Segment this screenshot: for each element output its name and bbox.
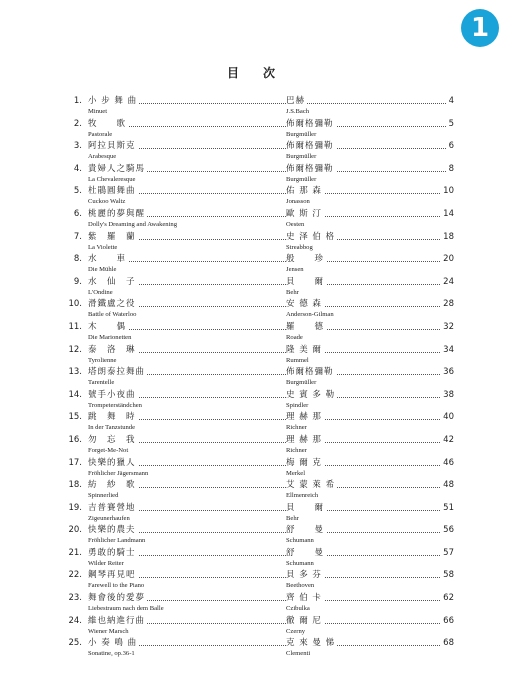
entry-title-original: Wilder Reiter	[88, 559, 124, 567]
dot-leader	[88, 306, 446, 307]
entry-composer-original: Behr	[286, 514, 299, 522]
entry-composer-original: Schumann	[286, 559, 314, 567]
entry-composer-chinese: 佈爾格彌勒	[286, 367, 334, 378]
entry-title-original: Zigeunerhaufen	[88, 514, 130, 522]
entry-number: 2.	[73, 118, 82, 129]
entry-title-original: L'Ondine	[88, 288, 113, 296]
entry-page-number: 38	[443, 389, 454, 400]
entry-title-chinese: 阿拉貝斯克	[88, 141, 136, 152]
entry-title-chinese: 水 車	[88, 254, 127, 265]
dot-leader	[88, 577, 446, 578]
entry-title-chinese: 跳 舞 時	[88, 412, 136, 423]
entry-title-original: Fröhlicher Jägersmann	[88, 469, 149, 477]
entry-composer-original: Burgmüller	[286, 130, 317, 138]
entry-page-number: 34	[443, 344, 454, 355]
entry-title-chinese: 小 奏 鳴 曲	[88, 638, 138, 649]
toc-entry[interactable]	[66, 119, 454, 142]
entry-composer-original: J.S.Bach	[286, 108, 310, 115]
dot-leader	[88, 645, 446, 646]
toc-entry[interactable]	[66, 525, 454, 548]
toc-entry[interactable]	[66, 593, 454, 616]
entry-number: 19.	[68, 502, 82, 513]
entry-number: 17.	[68, 457, 82, 468]
entry-composer-chinese: 貝 爾	[286, 502, 325, 513]
entry-number: 16.	[68, 434, 82, 445]
entry-page-number: 24	[443, 276, 454, 287]
entry-title-chinese: 鋼琴再見吧	[88, 570, 136, 581]
toc-entry[interactable]	[66, 186, 454, 209]
toc-entry[interactable]	[66, 277, 454, 300]
entry-title-original: Wiener Marsch	[88, 627, 129, 635]
entry-title-original: La Chevaleresque	[88, 175, 136, 183]
dot-leader	[88, 103, 446, 104]
entry-composer-chinese: 梅 爾 克	[286, 457, 322, 468]
entry-number: 24.	[68, 615, 82, 626]
entry-composer-chinese: 克 來 曼 悌	[286, 638, 336, 649]
entry-composer-chinese: 舒 曼	[286, 525, 325, 536]
toc-entry[interactable]	[66, 141, 454, 164]
entry-composer-original: Rummel	[286, 356, 309, 364]
entry-title-chinese: 快樂的獵人	[88, 457, 136, 468]
toc-entry[interactable]	[66, 638, 454, 661]
entry-composer-chinese: 艾 蒙 萊 希	[286, 480, 336, 491]
entry-number: 6.	[73, 208, 82, 219]
entry-title-original: Tarentelle	[88, 379, 115, 387]
entry-composer-original: Czibulka	[286, 605, 310, 613]
entry-title-chinese: 舞會後的愛夢	[88, 593, 146, 604]
entry-composer-original: Jensen	[286, 266, 304, 274]
dot-leader	[88, 329, 446, 330]
page-number-badge: 1	[461, 9, 499, 47]
entry-composer-chinese: 徹 爾 尼	[286, 615, 322, 626]
toc-entry[interactable]	[66, 209, 454, 232]
entry-composer-original: Spindler	[286, 401, 309, 409]
dot-leader	[88, 487, 446, 488]
entry-composer-chinese: 舒 曼	[286, 547, 325, 558]
page-title: 目 次	[226, 66, 281, 80]
entry-title-original: Minuet	[88, 108, 108, 115]
entry-title-original: Dolly's Dreaming and Awakening	[88, 220, 178, 228]
dot-leader	[88, 193, 446, 194]
entry-title-chinese: 木 偶	[88, 321, 127, 332]
entry-title-original: Sonatine, op.36-1	[88, 650, 135, 658]
entry-page-number: 10	[443, 186, 454, 197]
toc-entry[interactable]	[66, 570, 454, 593]
entry-title-original: Pastorale	[88, 130, 113, 138]
entry-title-chinese: 塔朗泰拉舞曲	[88, 367, 146, 378]
entry-title-chinese: 勇敢的騎士	[88, 547, 136, 558]
toc-entry[interactable]	[66, 254, 454, 277]
entry-page-number: 57	[443, 547, 454, 558]
entry-title-chinese: 杜鵑圓舞曲	[88, 186, 136, 197]
dot-leader	[88, 284, 446, 285]
entry-page-number: 5	[448, 118, 454, 129]
entry-title-original: Spinnerlied	[88, 492, 119, 500]
entry-composer-chinese: 隆 美 爾	[286, 344, 322, 355]
entry-page-number: 14	[443, 208, 454, 219]
entry-page-number: 46	[443, 457, 454, 468]
entry-page-number: 32	[443, 321, 454, 332]
entry-number: 10.	[68, 299, 82, 310]
toc-entry[interactable]	[66, 322, 454, 345]
entry-composer-chinese: 史 泽 伯 格	[286, 231, 336, 242]
entry-title-chinese: 泰 洛 琳	[88, 344, 136, 355]
entry-composer-original: Richner	[286, 446, 307, 454]
entry-page-number: 62	[443, 593, 454, 604]
entry-page-number: 4	[448, 96, 454, 106]
toc-entry[interactable]	[66, 232, 454, 255]
entry-composer-original: Burgmüller	[286, 153, 317, 161]
entry-number: 13.	[68, 367, 82, 378]
entry-composer-original: Richner	[286, 424, 307, 432]
entry-composer-chinese: 理 赫 那	[286, 412, 322, 423]
dot-leader	[88, 510, 446, 511]
entry-composer-chinese: 巴赫	[286, 96, 306, 106]
entry-composer-original: Anderson-Gilman	[286, 311, 334, 319]
entry-composer-original: Burgmüller	[286, 175, 317, 183]
entry-composer-original: Streabbog	[286, 243, 313, 251]
entry-number: 21.	[68, 547, 82, 558]
entry-composer-chinese: 般 珍	[286, 254, 325, 265]
entry-composer-chinese: 貝 多 芬	[286, 570, 322, 581]
toc-entry[interactable]	[66, 480, 454, 503]
toc-entry[interactable]	[66, 390, 454, 413]
entry-number: 9.	[73, 276, 82, 287]
toc-entry[interactable]	[66, 458, 454, 481]
entry-composer-chinese: 佈爾格彌勒	[286, 118, 334, 129]
entry-number: 4.	[73, 163, 82, 174]
dot-leader	[88, 397, 446, 398]
entry-number: 8.	[73, 254, 82, 265]
dot-leader	[88, 442, 446, 443]
entry-title-original: Farewell to the Piano	[88, 582, 145, 590]
entry-title-original: In der Tanzstunde	[88, 424, 136, 432]
toc-entry[interactable]	[66, 503, 454, 526]
dot-leader	[88, 532, 446, 533]
entry-composer-chinese: 佈爾格彌勒	[286, 163, 334, 174]
entry-title-chinese: 勿 忘 我	[88, 434, 136, 445]
entry-title-chinese: 紡 紗 歌	[88, 480, 136, 491]
entry-title-original: Die Marionetten	[88, 333, 132, 341]
entry-page-number: 40	[443, 412, 454, 423]
entry-page-number: 51	[443, 502, 454, 513]
entry-title-chinese: 牧 歌	[88, 118, 127, 129]
toc-entry[interactable]	[66, 345, 454, 368]
entry-composer-original: Clementi	[286, 650, 311, 658]
dot-leader	[88, 555, 446, 556]
entry-composer-chinese: 歐 斯 汀	[286, 208, 322, 219]
dot-leader	[88, 352, 446, 353]
dot-leader	[88, 261, 446, 262]
entry-title-original: Tyrolienne	[88, 356, 117, 364]
entry-page-number: 68	[443, 638, 454, 649]
entry-composer-original: Schumann	[286, 537, 314, 545]
entry-page-number: 48	[443, 480, 454, 491]
entry-number: 20.	[68, 525, 82, 536]
entry-composer-chinese: 貝 爾	[286, 276, 325, 287]
dot-leader	[88, 465, 446, 466]
dot-leader	[88, 419, 446, 420]
entry-number: 18.	[68, 480, 82, 491]
entry-number: 14.	[68, 389, 82, 400]
entry-title-chinese: 滑鐵盧之役	[88, 299, 136, 310]
entry-page-number: 56	[443, 525, 454, 536]
entry-title-original: Liebestraum nach dem Balle	[88, 605, 164, 613]
entry-composer-original: Beethoven	[286, 582, 315, 590]
entry-title-original: Forget-Me-Not	[88, 446, 129, 454]
entry-number: 11.	[68, 321, 82, 332]
dot-leader	[88, 126, 446, 127]
entry-number: 7.	[73, 231, 82, 242]
entry-title-original: Die Mühle	[88, 266, 117, 274]
entry-number: 5.	[73, 186, 82, 197]
entry-composer-chinese: 齊 伯 卡	[286, 593, 322, 604]
entry-composer-original: Jonasson	[286, 198, 310, 206]
entry-title-chinese: 小 步 舞 曲	[88, 96, 138, 106]
entry-title-chinese: 吉普賽營地	[88, 502, 136, 513]
toc-entry[interactable]	[66, 164, 454, 187]
entry-composer-chinese: 安 德 森	[286, 299, 322, 310]
entry-page-number: 42	[443, 434, 454, 445]
entry-composer-original: Oesten	[286, 220, 305, 228]
entry-title-original: Battle of Waterloo	[88, 311, 137, 319]
entry-number: 15.	[68, 412, 82, 423]
toc-entry[interactable]	[66, 616, 454, 639]
entry-page-number: 28	[443, 299, 454, 310]
entry-title-chinese: 維也納進行曲	[88, 615, 146, 626]
entry-number: 22.	[68, 570, 82, 581]
entry-number: 23.	[68, 593, 82, 604]
entry-composer-chinese: 佈爾格彌勒	[286, 141, 334, 152]
entry-title-original: Fröhlicher Landmann	[88, 537, 146, 545]
entry-title-chinese: 水 仙 子	[88, 276, 136, 287]
entry-composer-chinese: 羅 德	[286, 321, 325, 332]
entry-title-chinese: 快樂的農夫	[88, 525, 136, 536]
entry-title-chinese: 號手小夜曲	[88, 389, 136, 400]
entry-title-chinese: 紫 羅 蘭	[88, 231, 136, 242]
toc-entry[interactable]	[66, 412, 454, 435]
entry-composer-original: Behr	[286, 288, 299, 296]
toc-entry[interactable]	[66, 367, 454, 390]
entry-composer-original: Czerny	[286, 627, 306, 635]
entry-page-number: 58	[443, 570, 454, 581]
entry-composer-chinese: 理 赫 那	[286, 434, 322, 445]
toc-entry[interactable]	[66, 548, 454, 571]
dot-leader	[88, 239, 446, 240]
table-of-contents	[66, 96, 454, 661]
entry-number: 25.	[68, 638, 82, 649]
entry-page-number: 36	[443, 367, 454, 378]
entry-title-original: Arabesque	[88, 153, 117, 161]
entry-composer-original: Merkel	[286, 469, 306, 477]
toc-entry[interactable]	[66, 96, 454, 119]
toc-entry[interactable]	[66, 299, 454, 322]
entry-page-number: 8	[448, 163, 454, 174]
entry-page-number: 18	[443, 231, 454, 242]
entry-title-original: La Violette	[88, 243, 118, 251]
entry-number: 1.	[73, 96, 82, 106]
entry-composer-original: Burgmüller	[286, 379, 317, 387]
entry-page-number: 6	[448, 141, 454, 152]
entry-page-number: 66	[443, 615, 454, 626]
entry-title-chinese: 桃麗的夢與醒	[88, 208, 146, 219]
entry-title-original: Trompeterständchen	[88, 401, 142, 409]
entry-composer-original: Ellmenreich	[286, 492, 319, 500]
entry-composer-chinese: 史 賓 多 勒	[286, 389, 336, 400]
entry-title-chinese: 貴婦人之騎馬	[88, 163, 146, 174]
entry-page-number: 20	[443, 254, 454, 265]
entry-number: 12.	[68, 344, 82, 355]
entry-title-original: Cuckoo Waltz	[88, 198, 126, 206]
entry-composer-chinese: 佑 那 森	[286, 186, 322, 197]
dot-leader	[88, 148, 446, 149]
toc-entry[interactable]	[66, 435, 454, 458]
entry-number: 3.	[73, 141, 82, 152]
entry-composer-original: Roade	[286, 333, 303, 341]
